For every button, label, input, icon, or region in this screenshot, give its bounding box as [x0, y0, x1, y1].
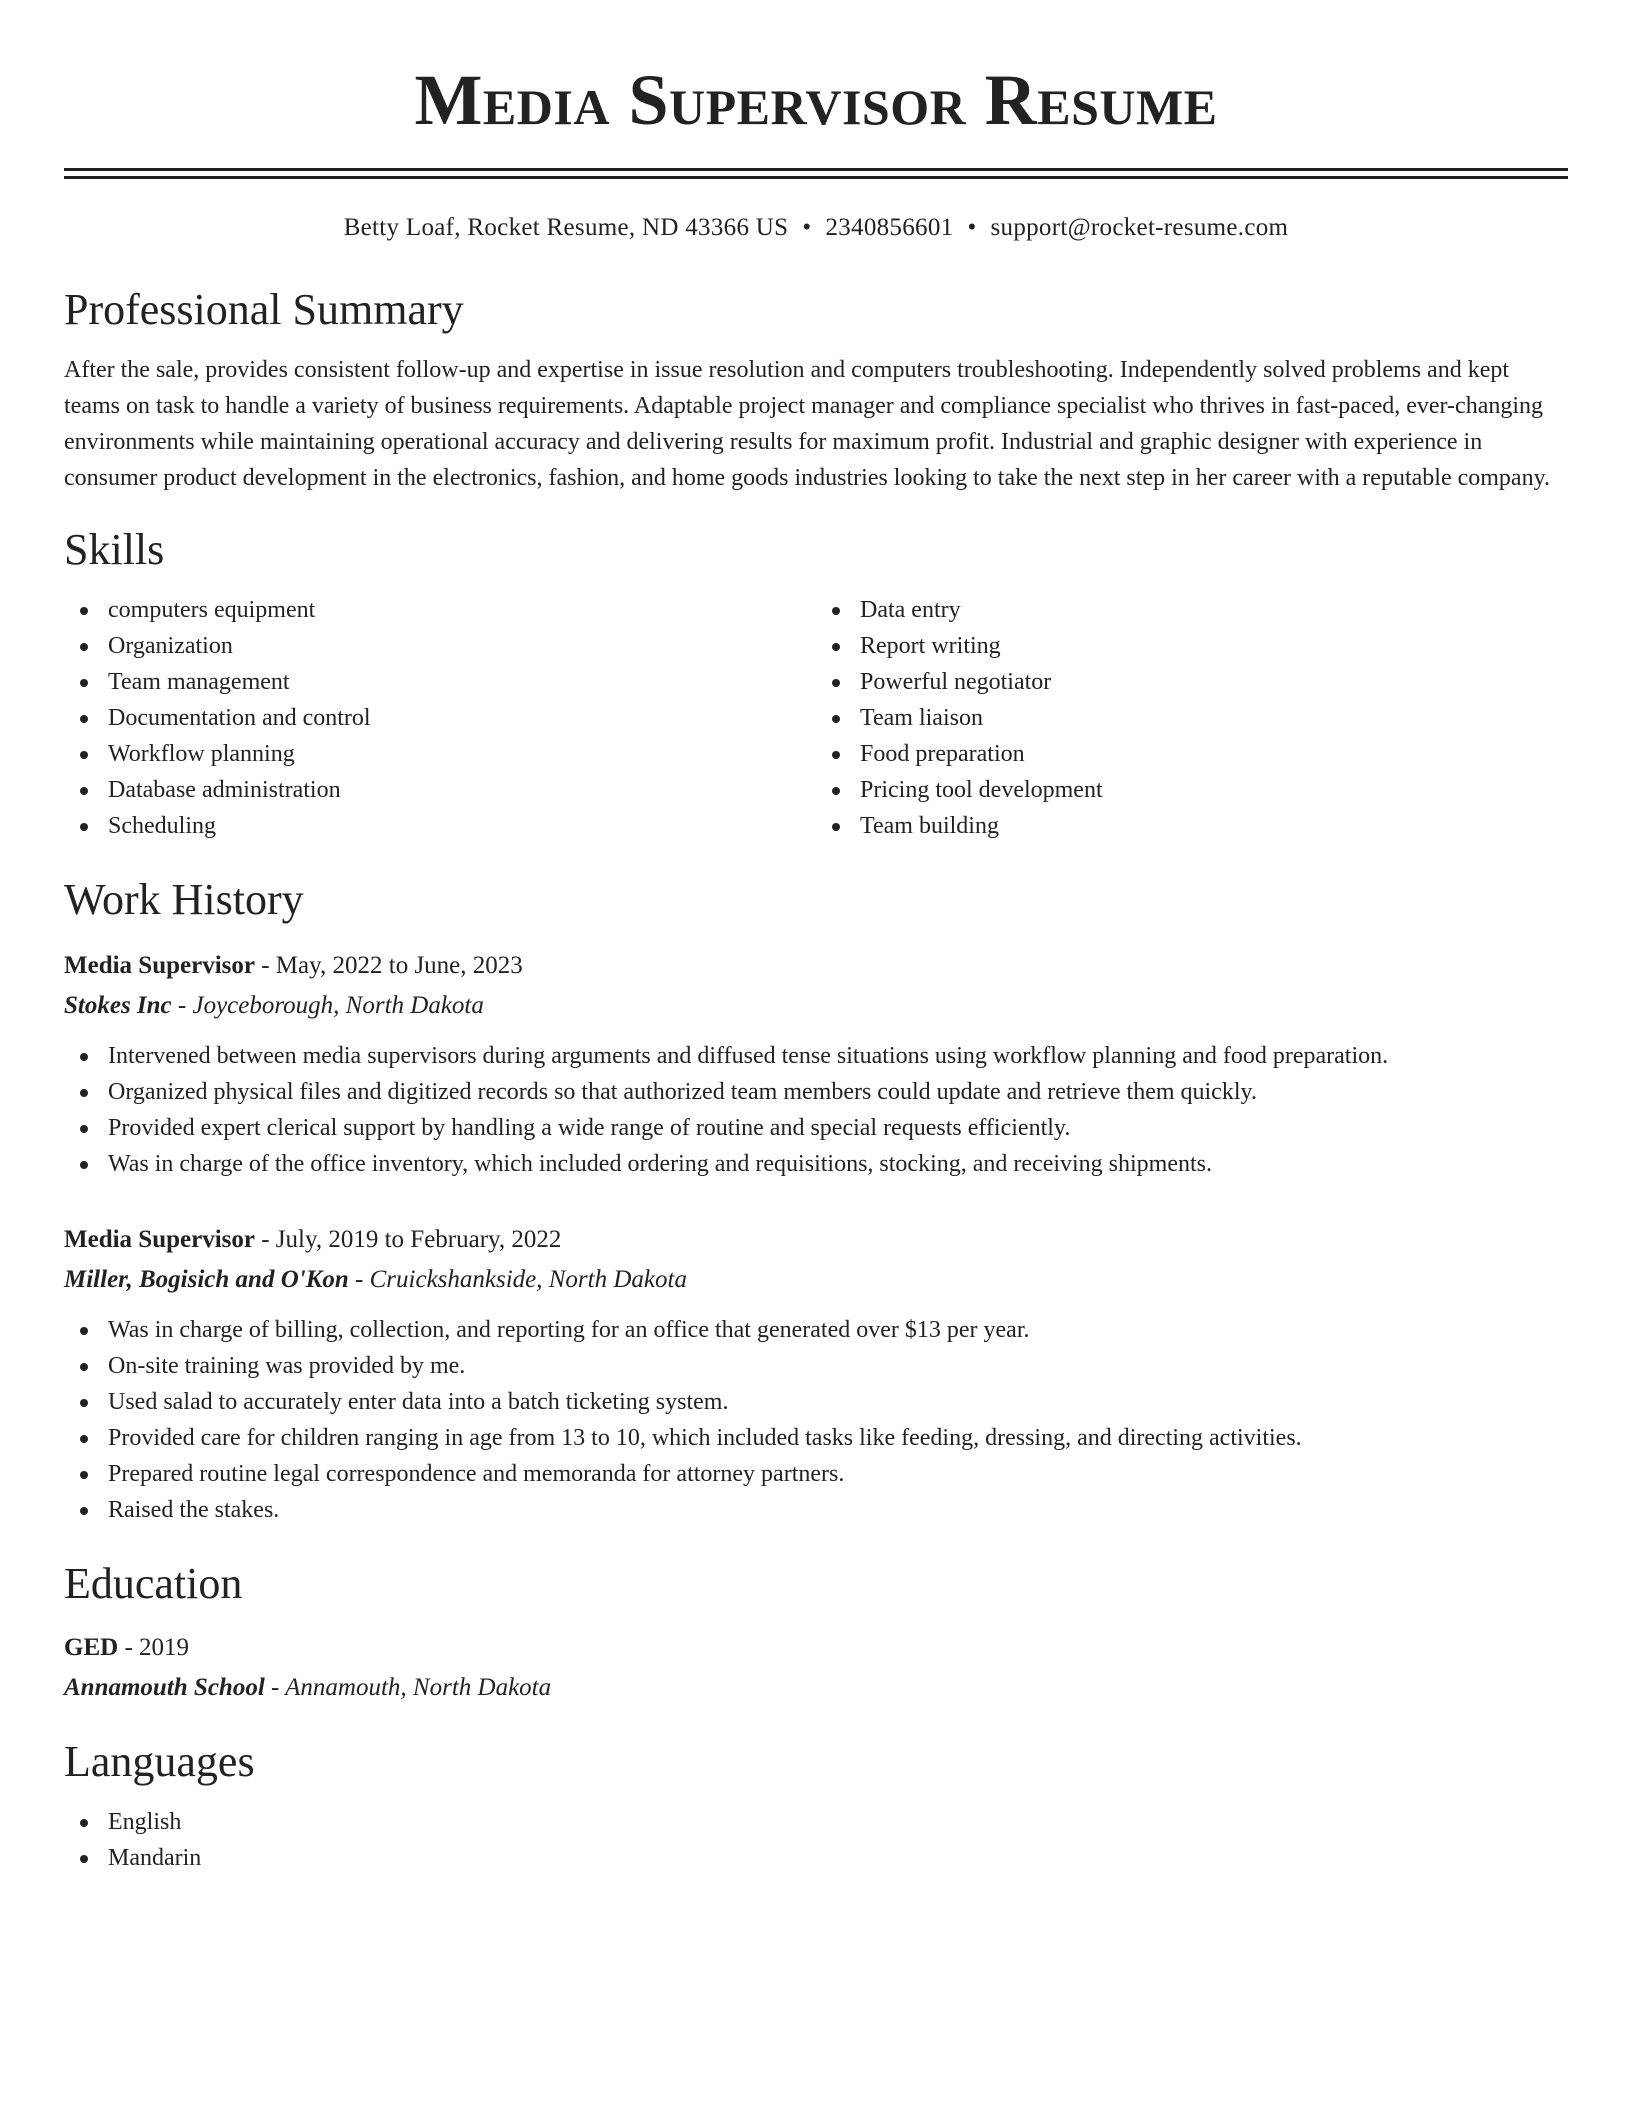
bullet-icon — [832, 715, 840, 723]
job-duty: Used salad to accurately enter data into a batch ticketing system. — [64, 1384, 1568, 1420]
skill-item: Documentation and control — [64, 700, 816, 736]
job-duty: Was in charge of billing, collection, and reporting for an office that generated over $13 per year. — [64, 1312, 1568, 1348]
summary-heading: Professional Summary — [64, 285, 464, 334]
education-location: - Annamouth, North Dakota — [264, 1674, 552, 1701]
skill-item: Report writing — [816, 628, 1568, 664]
bullet-icon — [80, 1053, 88, 1061]
bullet-icon — [80, 1855, 88, 1863]
job-title: Media Supervisor — [64, 1226, 255, 1253]
languages-list — [64, 1804, 1568, 1876]
job-location: - Cruickshankside, North Dakota — [348, 1266, 687, 1293]
job-entry — [64, 948, 1568, 1182]
bullet-icon — [832, 787, 840, 795]
bullet-icon — [832, 643, 840, 651]
job-company-line — [64, 988, 1568, 1024]
job-duty: Provided care for children ranging in age from 13 to 10, which included tasks like feeding, dressing, and directing activities. — [64, 1420, 1568, 1456]
contact-line — [64, 212, 1568, 244]
education-degree: GED — [64, 1634, 119, 1661]
job-duties — [64, 1312, 1568, 1528]
work-history-heading: Work History — [64, 875, 304, 924]
bullet-icon — [80, 1399, 88, 1407]
job-duty: Organized physical files and digitized records so that authorized team members could update and retrieve them quickly. — [64, 1074, 1568, 1110]
job-company: Miller, Bogisich and O'Kon — [64, 1266, 349, 1293]
skills-list — [64, 592, 1568, 844]
bullet-icon — [80, 1089, 88, 1097]
bullet-icon — [80, 1327, 88, 1335]
bullet-icon — [80, 823, 88, 831]
skill-item: Organization — [64, 628, 816, 664]
job-duty: Provided expert clerical support by handling a wide range of routine and special requests efficiently. — [64, 1110, 1568, 1146]
languages-heading: Languages — [64, 1737, 255, 1786]
job-company: Stokes Inc — [64, 992, 172, 1019]
skill-item: Database administration — [64, 772, 816, 808]
skill-item: Workflow planning — [64, 736, 816, 772]
language-item: Mandarin — [64, 1840, 1568, 1876]
bullet-icon — [832, 823, 840, 831]
contact-separator: • — [967, 214, 977, 241]
skill-item: Food preparation — [816, 736, 1568, 772]
bullet-icon — [832, 607, 840, 615]
bullet-icon — [80, 1435, 88, 1443]
bullet-icon — [80, 1363, 88, 1371]
bullet-icon — [80, 1125, 88, 1133]
education-school: Annamouth School — [64, 1674, 265, 1701]
languages-items — [64, 1804, 1568, 1876]
bullet-icon — [80, 643, 88, 651]
skill-item: Team building — [816, 808, 1568, 844]
skill-item: Data entry — [816, 592, 1568, 628]
contact-email: support@rocket-resume.com — [990, 214, 1289, 241]
bullet-icon — [80, 679, 88, 687]
contact-address: Betty Loaf, Rocket Resume, ND 43366 US — [343, 214, 789, 241]
skill-item: Team liaison — [816, 700, 1568, 736]
page-title: Media Supervisor Resume — [414, 60, 1218, 140]
summary-text: After the sale, provides consistent follow-up and expertise in issue resolution and computers troubleshooting. Independently solved problems and kept teams on task to handle a variety of business requirements. Adaptable project manager and compliance specialist who thrives in fast-paced, ever-changing environments while maintaining operational accuracy and delivering results for maximum profit. Industrial and graphic designer with experience in consumer product development in the electronics, fashion, and home goods industries looking to take the next step in her career with a reputable company. — [64, 357, 1551, 491]
job-duty: Prepared routine legal correspondence and memoranda for attorney partners. — [64, 1456, 1568, 1492]
title-divider — [64, 168, 1568, 179]
language-item: English — [64, 1804, 1568, 1840]
job-duties — [64, 1038, 1568, 1182]
education-school-line — [64, 1670, 1568, 1706]
job-title-line — [64, 948, 1568, 984]
education-degree-line — [64, 1630, 1568, 1666]
contact-separator: • — [802, 214, 812, 241]
job-title-line — [64, 1222, 1568, 1258]
bullet-icon — [80, 787, 88, 795]
skill-item: Pricing tool development — [816, 772, 1568, 808]
skill-item: computers equipment — [64, 592, 816, 628]
job-title: Media Supervisor — [64, 952, 255, 979]
skill-item: Scheduling — [64, 808, 816, 844]
job-duty: Raised the stakes. — [64, 1492, 1568, 1528]
education-entry — [64, 1630, 1568, 1706]
bullet-icon — [832, 751, 840, 759]
skills-column-left — [64, 592, 816, 844]
skills-heading: Skills — [64, 525, 165, 574]
job-duty: Intervened between media supervisors during arguments and diffused tense situations using workflow planning and food preparation. — [64, 1038, 1568, 1074]
skills-column-right — [816, 592, 1568, 844]
education-year: - 2019 — [118, 1634, 190, 1661]
bullet-icon — [80, 607, 88, 615]
job-duty: Was in charge of the office inventory, which included ordering and requisitions, stocking, and receiving shipments. — [64, 1146, 1568, 1182]
education-heading: Education — [64, 1559, 243, 1608]
bullet-icon — [80, 1161, 88, 1169]
skill-item: Powerful negotiator — [816, 664, 1568, 700]
job-dates: - May, 2022 to June, 2023 — [254, 952, 523, 979]
job-company-line — [64, 1262, 1568, 1298]
job-location: - Joyceborough, North Dakota — [171, 992, 484, 1019]
contact-phone: 2340856601 — [825, 214, 954, 241]
job-entry — [64, 1222, 1568, 1528]
job-duty: On-site training was provided by me. — [64, 1348, 1568, 1384]
bullet-icon — [832, 679, 840, 687]
job-dates: - July, 2019 to February, 2022 — [254, 1226, 562, 1253]
skill-item: Team management — [64, 664, 816, 700]
bullet-icon — [80, 1507, 88, 1515]
bullet-icon — [80, 751, 88, 759]
bullet-icon — [80, 1819, 88, 1827]
bullet-icon — [80, 715, 88, 723]
bullet-icon — [80, 1471, 88, 1479]
